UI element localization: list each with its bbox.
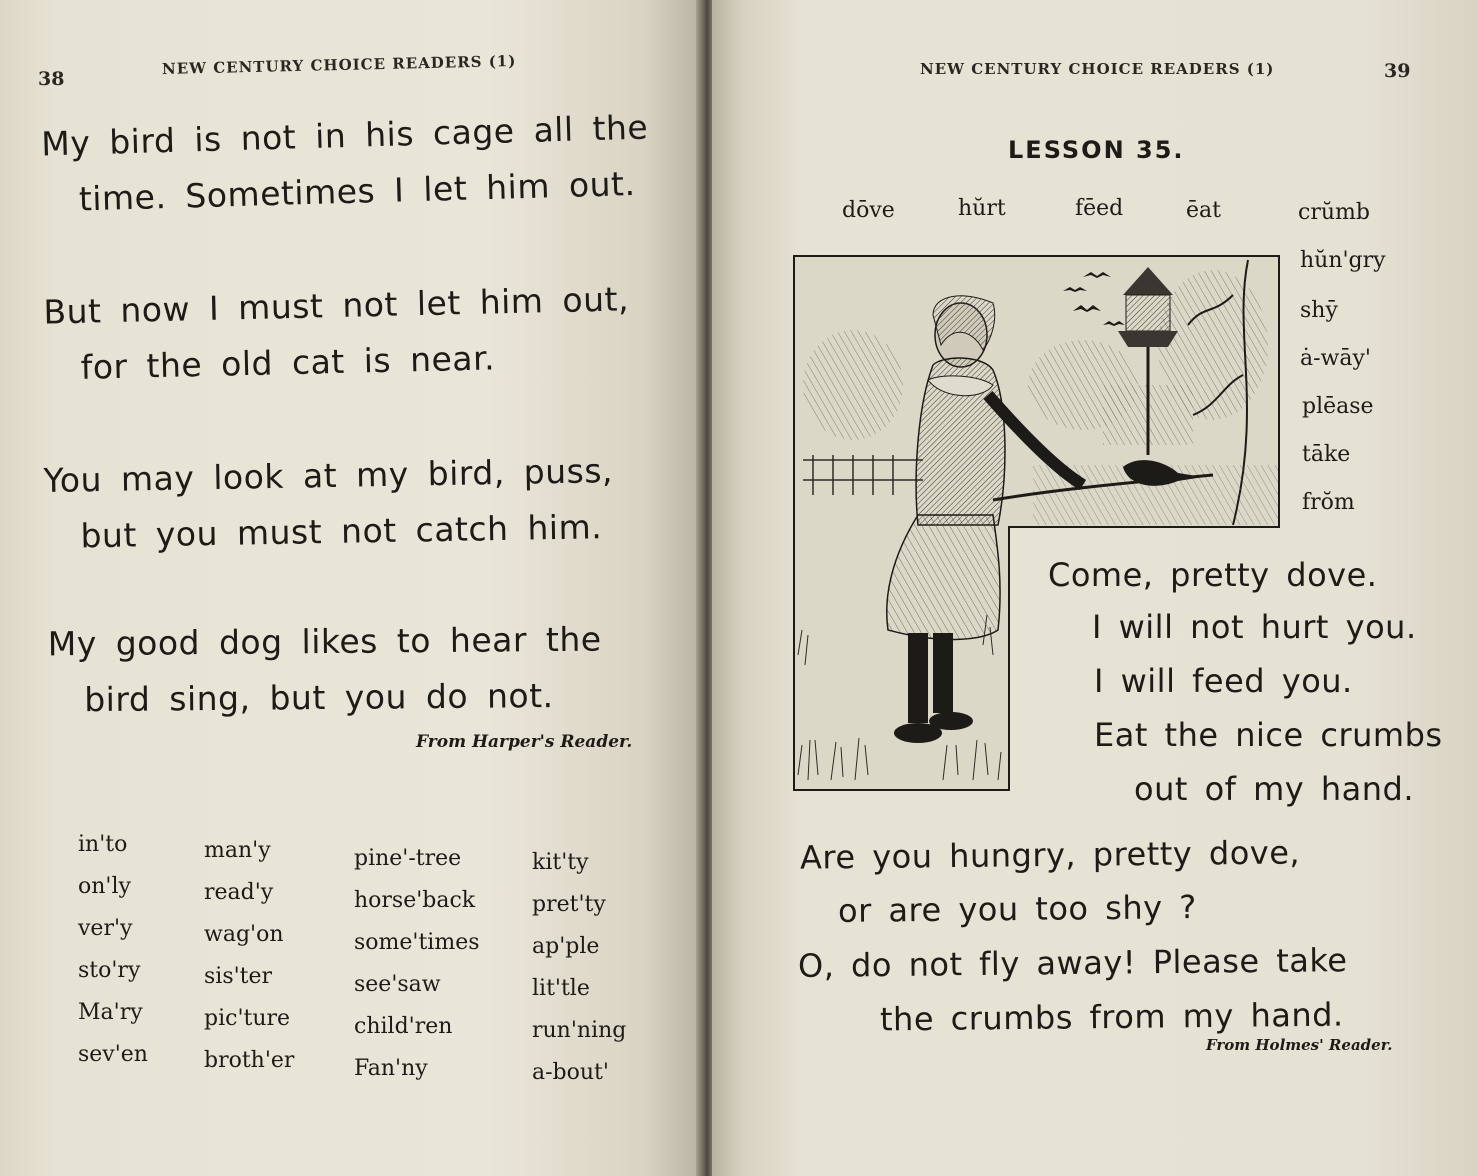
word-item: see'saw [354,972,441,997]
word-item: pine'-tree [354,846,462,871]
paragraph-2 [43,271,631,396]
word-item: in'to [78,832,128,857]
vocab-word: shȳ [1300,298,1338,323]
poem-line: O, do not fly away! Please take [797,941,1348,985]
word-item: ver'y [78,916,133,941]
poem-line: Come, pretty dove. [1048,556,1378,594]
page-number: 39 [1384,60,1411,82]
word-item: a-bout' [532,1060,609,1085]
word-item: Ma'ry [78,1000,143,1025]
vocab-word: ēat [1186,198,1221,223]
word-item: wag'on [204,922,284,947]
word-item: sto'ry [78,958,141,983]
paragraph-line: but you must not catch him. [80,507,603,556]
paragraph-line: My bird is not in his cage all the [40,107,649,164]
running-head: NEW CENTURY CHOICE READERS (1) [920,60,1275,78]
word-item: broth'er [204,1048,295,1073]
vocab-word: frŏm [1302,490,1355,515]
vocab-word: plēase [1302,394,1374,419]
word-column-2 [204,830,294,1082]
vocab-word: fēed [1075,196,1124,221]
word-item: read'y [204,880,274,905]
word-item: horse'back [354,888,476,913]
poem-line: or are you too shy ? [837,888,1197,930]
poem-line: Eat the nice crumbs [1094,716,1443,754]
source-citation: From Harper's Reader. [416,732,633,752]
vocab-word: hŭrt [958,196,1006,221]
vocab-word: dōve [842,198,895,223]
word-item: sev'en [78,1042,148,1067]
word-column-4 [532,842,626,1094]
word-item: pic'ture [204,1006,291,1031]
word-item: sis'ter [204,964,273,989]
girl-feeding-dove-illustration [793,255,1281,792]
right-page [712,0,1478,1176]
paragraph-line: time. Sometimes I let him out. [78,163,636,219]
source-citation: From Holmes' Reader. [1206,1036,1393,1054]
poem-line: I will not hurt you. [1092,608,1417,646]
word-column-3 [354,838,480,1090]
poem-line: the crumbs from my hand. [879,995,1344,1039]
paragraph-line: You may look at my bird, puss, [43,451,614,500]
paragraph-1 [41,100,651,229]
paragraph-line: for the old cat is near. [80,338,496,387]
word-item: pret'ty [532,892,606,917]
paragraph-4 [48,612,603,729]
word-item: kit'ty [532,850,589,875]
vocab-word: tāke [1302,442,1351,467]
word-item: child'ren [354,1014,453,1039]
running-head: NEW CENTURY CHOICE READERS (1) [161,51,517,79]
word-item: man'y [204,838,271,863]
word-item: run'ning [532,1018,627,1043]
word-item: on'ly [78,874,131,899]
vocab-word: crŭmb [1298,200,1370,225]
word-item: some'times [354,930,480,955]
paragraph-3 [43,443,614,565]
poem-line: Are you hungry, pretty dove, [799,833,1301,877]
vocab-word: ȧ-wāy' [1300,346,1371,371]
left-page [0,0,700,1176]
vocab-word: hŭn'gry [1300,248,1386,273]
lesson-title: LESSON 35. [1008,136,1185,164]
paragraph-line: My good dog likes to hear the [47,619,602,664]
poem-line: out of my hand. [1134,770,1415,808]
word-item: ap'ple [532,934,600,959]
paragraph-line: bird sing, but you do not. [84,676,554,720]
page-number: 38 [38,68,65,90]
word-item: lit'tle [532,976,590,1001]
poem-line: I will feed you. [1094,662,1353,700]
word-column-1 [78,824,148,1076]
word-item: Fan'ny [354,1056,428,1081]
paragraph-line: But now I must not let him out, [42,279,630,332]
